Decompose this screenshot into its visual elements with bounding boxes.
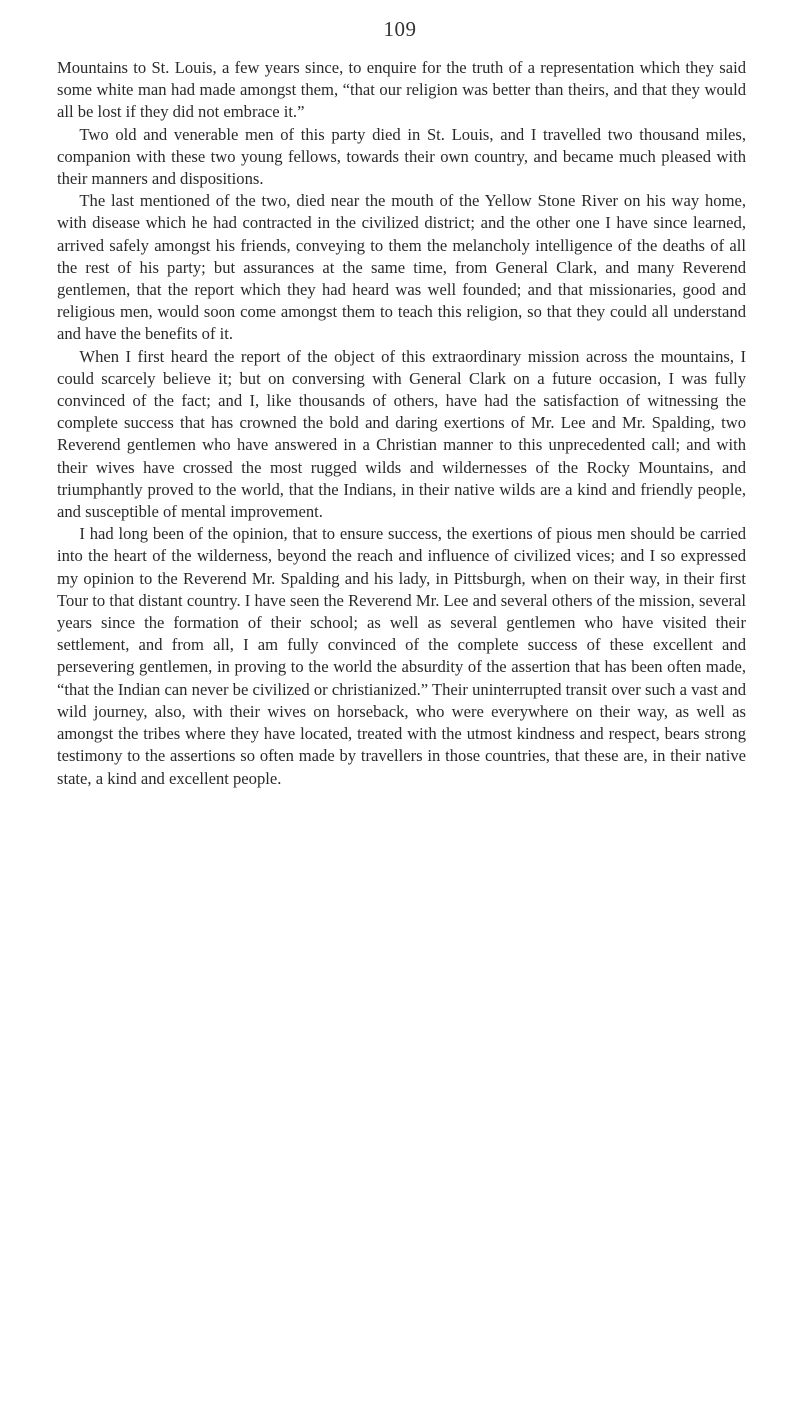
paragraph-5: I had long been of the opinion, that to ensure success, the exertions of pious men should be carried into the heart of the wilderness, beyond the reach and influence of civilized vices; and I so expressed my opinion to the Reverend Mr. Spalding and his lady, in Pittsburgh, when on their way, in their first Tour to that distant country. I have seen the Reverend Mr. Lee and several others of the mission, several years since the formation of their school; as well as several gentlemen who have visited their settlement, and from all, I am fully convinced of the complete success of these excellent and persevering gentlemen, in proving to the world the absurdity of the assertion that has been often made, “that the Indian can never be civilized or christianized.” Their uninterrupted transit over such a vast and wild journey, also, with their wives on horseback, who were everywhere on their way, as well as amongst the tribes where they have located, treated with the utmost kindness and respect, bears strong testimony to the assertions so often made by travellers in those countries, that these are, in their native state, a kind and excellent people. [57,524,746,788]
paragraph-1: Mountains to St. Louis, a few years since, to enquire for the truth of a representation which they said some white man had made amongst them, “that our religion was better than theirs, and that they would all be lost if they did not embrace it.” [57,58,746,122]
paragraph-2: Two old and venerable men of this party died in St. Louis, and I travelled two thousand miles, companion with these two young fellows, towards their own country, and became much pleased with their manners and dispositions. [57,124,746,189]
body-text [57,57,746,790]
paragraph-4: When I first heard the report of the object of this extraordinary mission across the mountains, I could scarcely believe it; but on conversing with General Clark on a future occasion, I was fully convinced of the fact; and I, like thousands of others, have had the satisfaction of witnessing the complete success that has crowned the bold and daring exertions of Mr. Lee and Mr. Spalding, two Reverend gentlemen who have answered in a Christian manner to this unprecedented call; and with their wives have crossed the most rugged wilds and wildernesses of the Rocky Mountains, and triumphantly proved to the world, that the Indians, in their native wilds are a kind and friendly people, and susceptible of mental improvement. [57,346,746,522]
page-number: 109 [383,17,417,41]
paragraph-3: The last mentioned of the two, died near the mouth of the Yellow Stone River on his way home, with disease which he had contracted in the civilized district; and the other one I have since learned, arrived safely amongst his friends, conveying to them the melancholy intelligence of the deaths of all the rest of his party; but assurances at the same time, from General Clark, and many Reverend gentlemen, that the report which they had heard was well founded; and that missionaries, good and religious men, would soon come amongst them to teach this religion, so that they could all understand and have the benefits of it. [57,191,746,344]
